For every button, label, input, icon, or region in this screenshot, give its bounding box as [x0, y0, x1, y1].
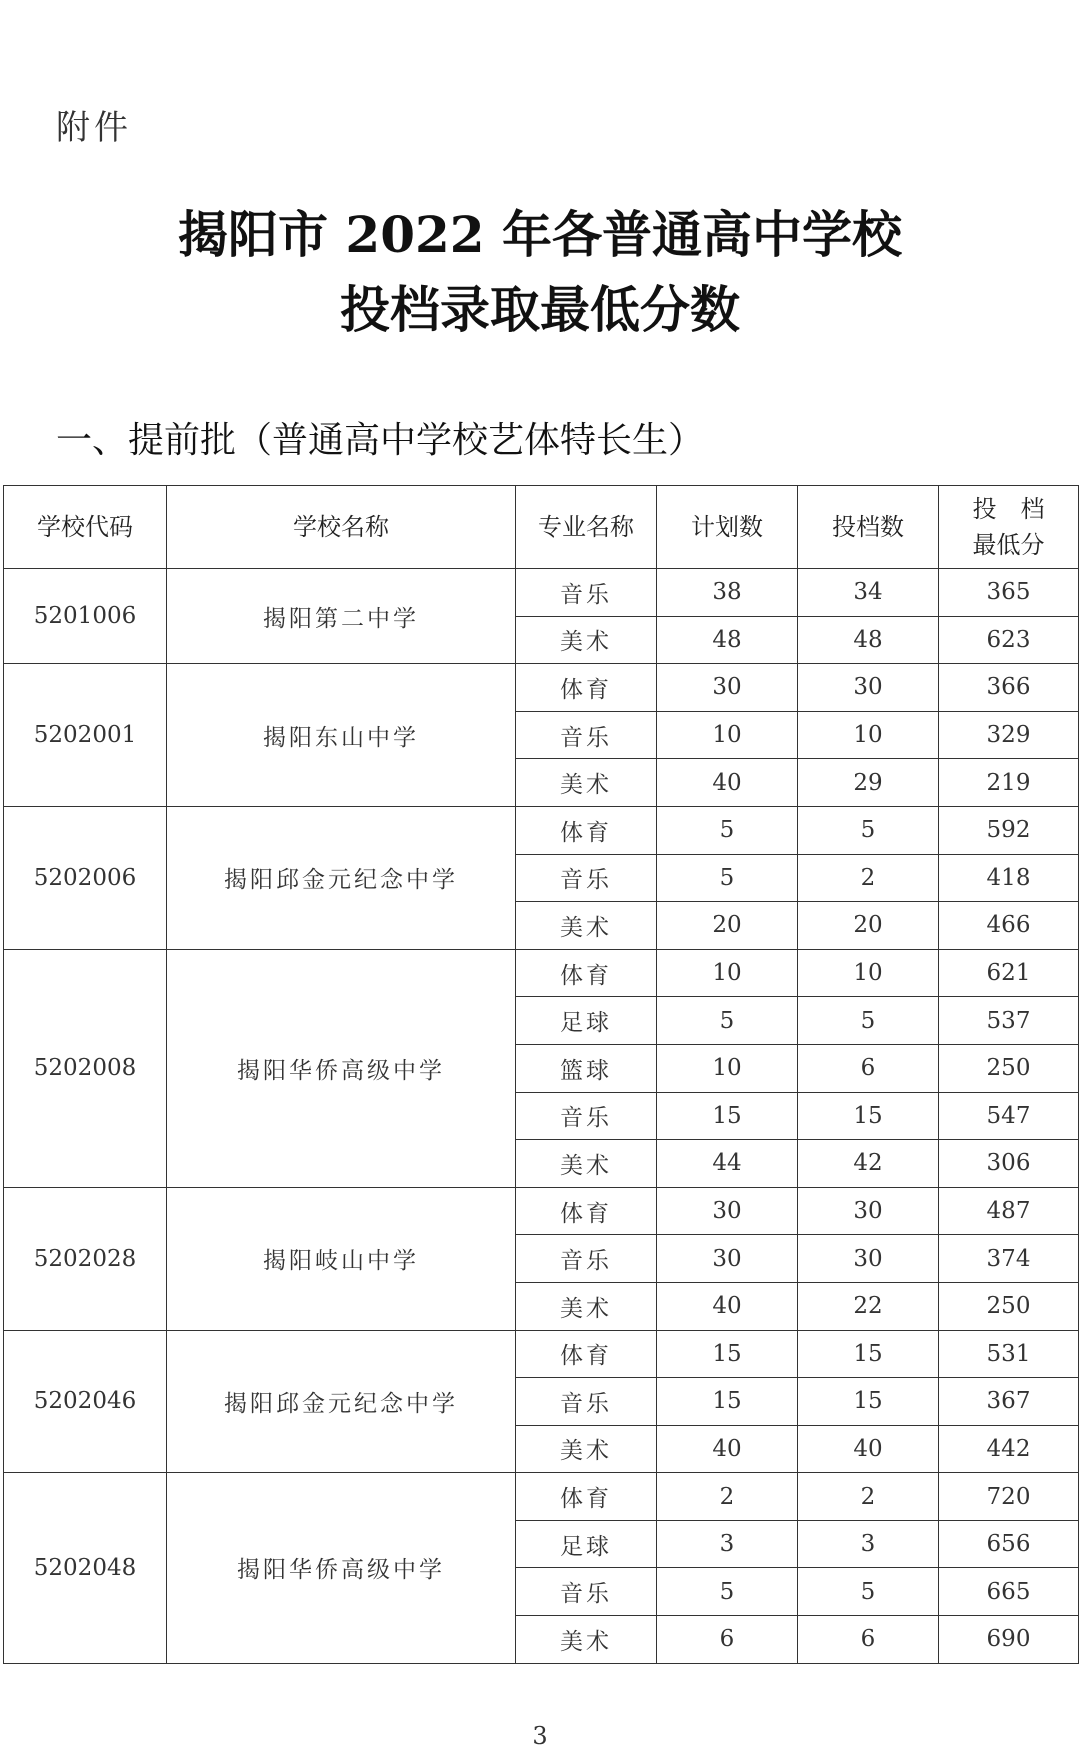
major-cell: 体育 [516, 1330, 657, 1378]
plan-count-cell: 15 [657, 1330, 798, 1378]
min-score-cell: 418 [939, 854, 1079, 902]
plan-count-cell: 30 [657, 1235, 798, 1283]
min-score-cell: 690 [939, 1616, 1079, 1664]
header-min-score-line1: 投 档 [972, 495, 1045, 523]
document-title-line-1: 揭阳市 2022 年各普通高中学校 [178, 205, 902, 264]
plan-count-cell: 40 [657, 1425, 798, 1473]
major-cell: 美术 [516, 1140, 657, 1188]
filed-count-cell: 42 [798, 1140, 939, 1188]
header-major: 专业名称 [516, 486, 657, 569]
attachment-label: 附件 [56, 108, 132, 148]
min-score-cell: 592 [939, 806, 1079, 854]
min-score-cell: 306 [939, 1140, 1079, 1188]
major-cell: 音乐 [516, 569, 657, 617]
major-cell: 美术 [516, 1616, 657, 1664]
filed-count-cell: 5 [798, 806, 939, 854]
min-score-cell: 656 [939, 1520, 1079, 1568]
min-score-cell: 720 [939, 1473, 1079, 1521]
school-name-cell: 揭阳第二中学 [167, 569, 516, 664]
min-score-cell: 219 [939, 759, 1079, 807]
filed-count-cell: 5 [798, 1568, 939, 1616]
filed-count-cell: 22 [798, 1282, 939, 1330]
min-score-cell: 623 [939, 616, 1079, 664]
table-body [4, 569, 1079, 1664]
plan-count-cell: 6 [657, 1616, 798, 1664]
plan-count-cell: 15 [657, 1092, 798, 1140]
filed-count-cell: 15 [798, 1330, 939, 1378]
header-school-code: 学校代码 [4, 486, 167, 569]
min-score-cell: 466 [939, 902, 1079, 950]
table-row [4, 1330, 1079, 1378]
table-row [4, 569, 1079, 617]
plan-count-cell: 30 [657, 1187, 798, 1235]
major-cell: 足球 [516, 1520, 657, 1568]
major-cell: 音乐 [516, 854, 657, 902]
school-name-cell: 揭阳华侨高级中学 [167, 1473, 516, 1663]
school-code-cell: 5202046 [4, 1330, 167, 1473]
min-score-cell: 366 [939, 664, 1079, 712]
school-name-cell: 揭阳邱金元纪念中学 [167, 1330, 516, 1473]
major-cell: 美术 [516, 902, 657, 950]
major-cell: 足球 [516, 997, 657, 1045]
filed-count-cell: 20 [798, 902, 939, 950]
header-filed: 投档数 [798, 486, 939, 569]
plan-count-cell: 15 [657, 1378, 798, 1426]
min-score-cell: 374 [939, 1235, 1079, 1283]
major-cell: 音乐 [516, 1092, 657, 1140]
major-cell: 音乐 [516, 1235, 657, 1283]
table-row [4, 949, 1079, 997]
min-score-cell: 665 [939, 1568, 1079, 1616]
plan-count-cell: 38 [657, 569, 798, 617]
filed-count-cell: 2 [798, 854, 939, 902]
major-cell: 美术 [516, 1425, 657, 1473]
major-cell: 篮球 [516, 1044, 657, 1092]
min-score-cell: 547 [939, 1092, 1079, 1140]
min-score-cell: 365 [939, 569, 1079, 617]
school-code-cell: 5202006 [4, 806, 167, 949]
min-score-cell: 621 [939, 949, 1079, 997]
min-score-cell: 537 [939, 997, 1079, 1045]
header-min-score-line2: 最低分 [972, 531, 1045, 559]
filed-count-cell: 48 [798, 616, 939, 664]
major-cell: 美术 [516, 759, 657, 807]
filed-count-cell: 10 [798, 711, 939, 759]
filed-count-cell: 15 [798, 1378, 939, 1426]
plan-count-cell: 44 [657, 1140, 798, 1188]
major-cell: 音乐 [516, 1568, 657, 1616]
plan-count-cell: 40 [657, 759, 798, 807]
filed-count-cell: 15 [798, 1092, 939, 1140]
school-code-cell: 5202001 [4, 664, 167, 807]
filed-count-cell: 3 [798, 1520, 939, 1568]
major-cell: 体育 [516, 1473, 657, 1521]
header-school-name: 学校名称 [167, 486, 516, 569]
plan-count-cell: 40 [657, 1282, 798, 1330]
plan-count-cell: 10 [657, 1044, 798, 1092]
major-cell: 音乐 [516, 1378, 657, 1426]
plan-count-cell: 5 [657, 854, 798, 902]
plan-count-cell: 5 [657, 1568, 798, 1616]
filed-count-cell: 29 [798, 759, 939, 807]
document-title-line-2: 投档录取最低分数 [340, 280, 740, 339]
section-heading: 一、提前批（普通高中学校艺体特长生） [56, 420, 705, 461]
school-code-cell: 5202028 [4, 1187, 167, 1330]
admission-scores-table [3, 485, 1079, 1664]
plan-count-cell: 2 [657, 1473, 798, 1521]
school-code-cell: 5202008 [4, 949, 167, 1187]
school-name-cell: 揭阳华侨高级中学 [167, 949, 516, 1187]
table-row [4, 664, 1079, 712]
filed-count-cell: 40 [798, 1425, 939, 1473]
major-cell: 美术 [516, 1282, 657, 1330]
plan-count-cell: 5 [657, 997, 798, 1045]
school-name-cell: 揭阳岐山中学 [167, 1187, 516, 1330]
filed-count-cell: 34 [798, 569, 939, 617]
plan-count-cell: 10 [657, 949, 798, 997]
table-row [4, 1187, 1079, 1235]
filed-count-cell: 6 [798, 1616, 939, 1664]
min-score-cell: 531 [939, 1330, 1079, 1378]
filed-count-cell: 10 [798, 949, 939, 997]
min-score-cell: 250 [939, 1044, 1079, 1092]
school-code-cell: 5201006 [4, 569, 167, 664]
plan-count-cell: 20 [657, 902, 798, 950]
filed-count-cell: 5 [798, 997, 939, 1045]
header-plan: 计划数 [657, 486, 798, 569]
filed-count-cell: 30 [798, 1187, 939, 1235]
filed-count-cell: 30 [798, 664, 939, 712]
major-cell: 体育 [516, 949, 657, 997]
page-number: 3 [532, 1722, 548, 1750]
plan-count-cell: 5 [657, 806, 798, 854]
table-header-row [4, 486, 1079, 569]
filed-count-cell: 2 [798, 1473, 939, 1521]
plan-count-cell: 10 [657, 711, 798, 759]
header-min-score [939, 486, 1079, 569]
table-row [4, 1473, 1079, 1521]
min-score-cell: 250 [939, 1282, 1079, 1330]
plan-count-cell: 48 [657, 616, 798, 664]
table-row [4, 806, 1079, 854]
plan-count-cell: 30 [657, 664, 798, 712]
major-cell: 音乐 [516, 711, 657, 759]
filed-count-cell: 30 [798, 1235, 939, 1283]
min-score-cell: 442 [939, 1425, 1079, 1473]
school-code-cell: 5202048 [4, 1473, 167, 1663]
plan-count-cell: 3 [657, 1520, 798, 1568]
major-cell: 体育 [516, 1187, 657, 1235]
school-name-cell: 揭阳东山中学 [167, 664, 516, 807]
min-score-cell: 329 [939, 711, 1079, 759]
min-score-cell: 487 [939, 1187, 1079, 1235]
school-name-cell: 揭阳邱金元纪念中学 [167, 806, 516, 949]
min-score-cell: 367 [939, 1378, 1079, 1426]
major-cell: 体育 [516, 806, 657, 854]
major-cell: 美术 [516, 616, 657, 664]
major-cell: 体育 [516, 664, 657, 712]
filed-count-cell: 6 [798, 1044, 939, 1092]
